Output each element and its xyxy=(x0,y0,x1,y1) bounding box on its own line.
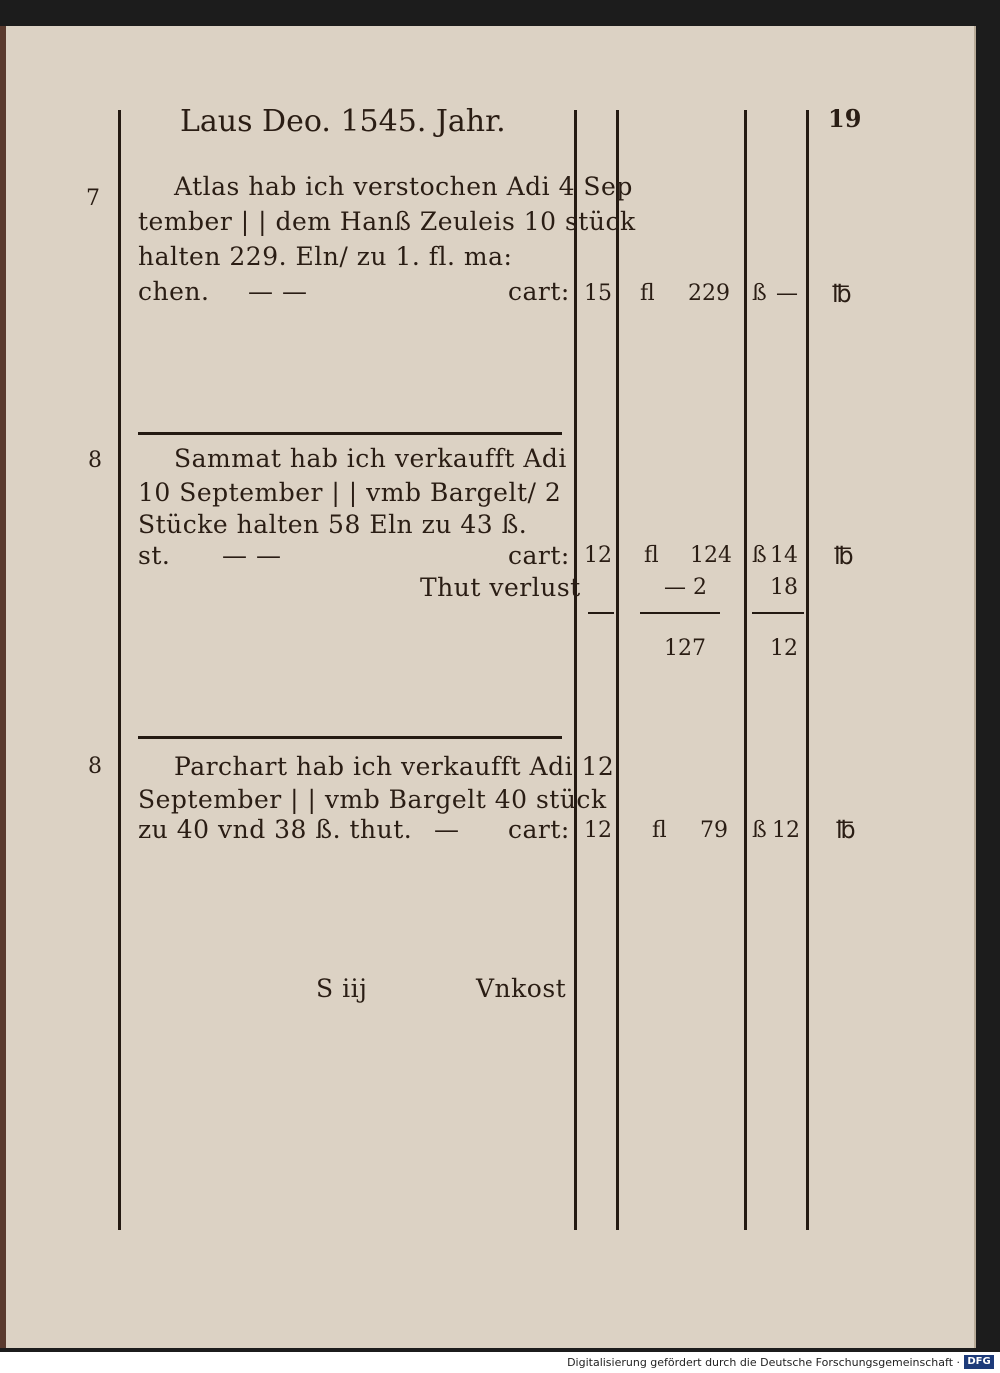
entry-dashes: — — xyxy=(248,277,308,306)
footer-bar xyxy=(0,1352,1000,1373)
entry-line: Atlas hab ich verstochen Adi 4 Sep xyxy=(174,172,633,201)
catchword: Vnkost xyxy=(476,974,567,1003)
b-sign: ß xyxy=(752,281,767,306)
b-sign: ß xyxy=(752,543,767,568)
entry-mark: ℔ xyxy=(832,280,852,308)
rule-left xyxy=(118,110,121,1230)
sum-rule xyxy=(752,612,804,614)
entry-folio: 12 xyxy=(584,818,612,843)
rule-folio-right xyxy=(616,110,619,1230)
page-title: Laus Deo. 1545. Jahr. xyxy=(180,104,506,139)
entry-line: st. xyxy=(138,541,171,570)
b-sign: ß xyxy=(752,818,767,843)
entry-cart: cart: xyxy=(508,277,570,306)
fl-sign: fl xyxy=(640,281,655,306)
rule-b-right xyxy=(806,110,809,1230)
sum-fl: 127 xyxy=(664,636,706,661)
entry-b-value: 12 xyxy=(772,818,800,843)
entry-dashes: — — xyxy=(222,541,282,570)
entry-index: 8 xyxy=(88,754,102,779)
entry-line: 10 September | | vmb Bargelt/ 2 xyxy=(138,478,562,507)
entry-b-value: 14 xyxy=(770,543,798,568)
sum-rule xyxy=(640,612,720,614)
entry-separator xyxy=(138,432,562,435)
entry-index: 7 xyxy=(86,186,100,211)
entry-dashes: — xyxy=(434,815,460,844)
loss-fl: — 2 xyxy=(664,575,707,600)
entry-line: Stücke halten 58 Eln zu 43 ß. xyxy=(138,510,528,539)
signature-mark: S iij xyxy=(316,974,368,1003)
entry-folio: 12 xyxy=(584,543,612,568)
entry-line: zu 40 vnd 38 ß. thut. xyxy=(138,815,413,844)
entry-b-value: — xyxy=(776,281,798,306)
entry-line: Sammat hab ich verkaufft Adi xyxy=(174,444,567,473)
entry-line: tember | | dem Hanß Zeuleis 10 stück xyxy=(138,207,636,236)
sum-rule xyxy=(588,612,614,614)
entry-index: 8 xyxy=(88,448,102,473)
dfg-logo: DFG xyxy=(964,1355,994,1369)
footer-credit: Digitalisierung gefördert durch die Deutsche Forschungsgemeinschaft · xyxy=(567,1356,960,1369)
rule-fl-right xyxy=(744,110,747,1230)
entry-fl-value: 229 xyxy=(688,281,730,306)
sum-b: 12 xyxy=(770,636,798,661)
entry-fl-value: 124 xyxy=(690,543,732,568)
entry-mark: ℔ xyxy=(834,542,854,570)
rule-text-right xyxy=(574,110,577,1230)
fl-sign: fl xyxy=(652,818,667,843)
page-number: 19 xyxy=(828,104,862,133)
entry-folio: 15 xyxy=(584,281,612,306)
entry-mark: ℔ xyxy=(836,816,856,844)
entry-separator xyxy=(138,736,562,739)
entry-line: halten 229. Eln/ zu 1. fl. ma: xyxy=(138,242,513,271)
entry-fl-value: 79 xyxy=(700,818,728,843)
entry-cart: cart: xyxy=(508,541,570,570)
entry-line: chen. xyxy=(138,277,210,306)
loss-b: 18 xyxy=(770,575,798,600)
loss-label: Thut verlust xyxy=(420,573,581,602)
entry-line: September | | vmb Bargelt 40 stück xyxy=(138,785,607,814)
fl-sign: fl xyxy=(644,543,659,568)
entry-cart: cart: xyxy=(508,815,570,844)
entry-line: Parchart hab ich verkaufft Adi 12 xyxy=(174,752,615,781)
